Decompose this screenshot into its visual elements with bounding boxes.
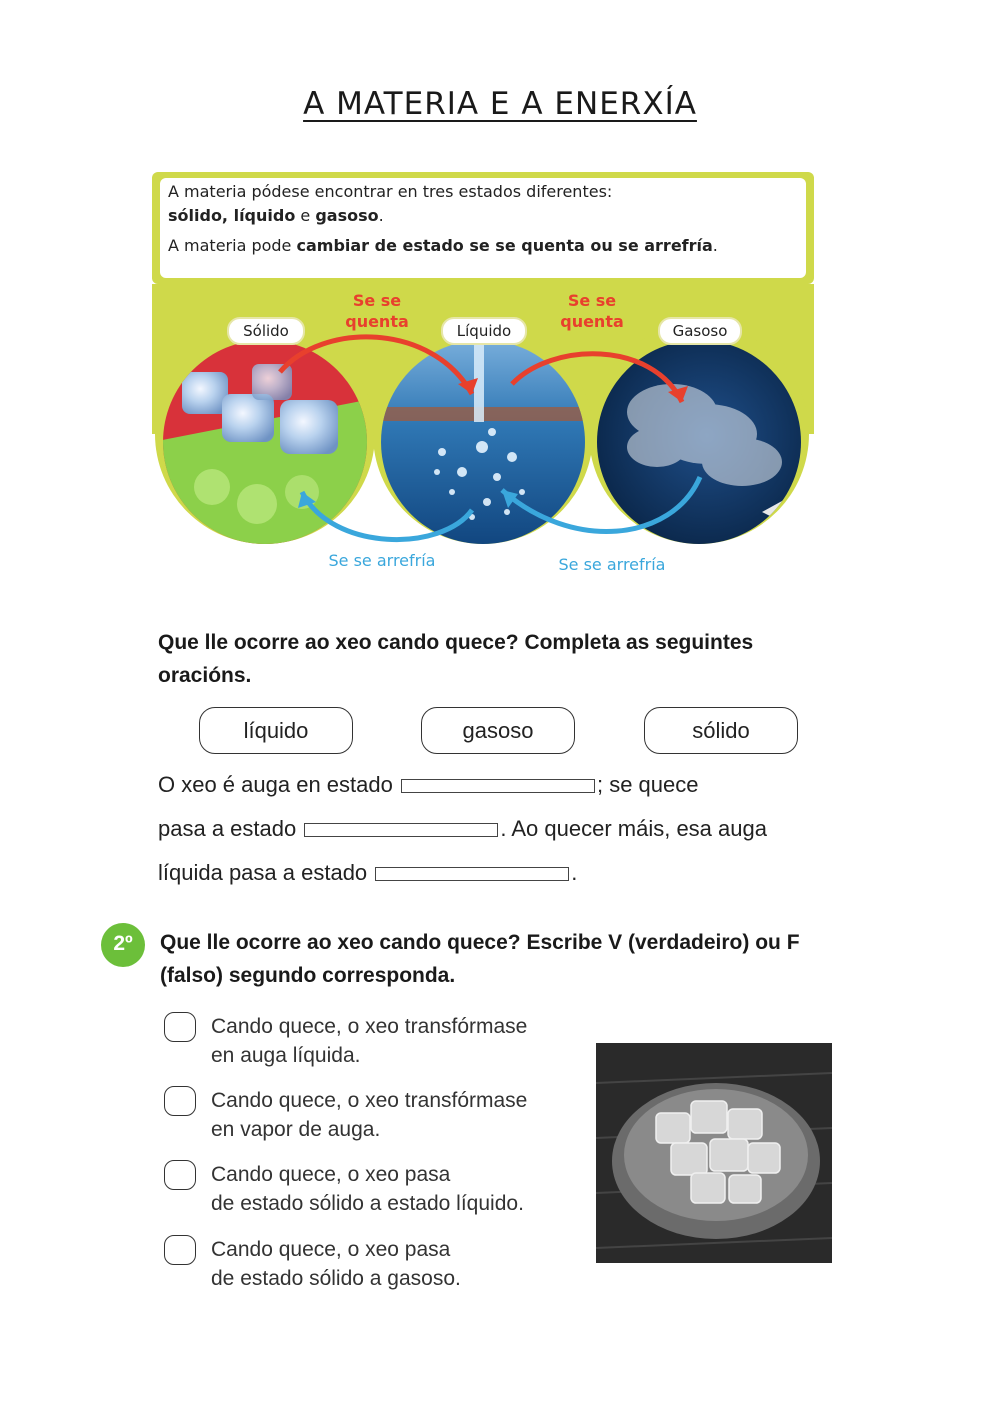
cool-label-2: Se se arrefría [558, 555, 666, 574]
label-solid: Sólido [243, 322, 289, 340]
option-liquid-chip[interactable]: líquido [199, 707, 353, 754]
cool-label-1: Se se arrefría [328, 551, 436, 570]
heat-label-1b: quenta [345, 312, 409, 331]
sentence-2: pasa a estado . Ao quecer máis, esa auga [158, 816, 767, 841]
option-gas-chip[interactable]: gasoso [421, 707, 575, 754]
blank-2-input[interactable] [304, 823, 498, 837]
tf-answer-box[interactable] [164, 1235, 196, 1265]
sentence-3: líquida pasa a estado . [158, 860, 578, 885]
heat-label-2b: quenta [560, 312, 624, 331]
heat-label-2a: Se se [567, 291, 617, 310]
label-gas: Gasoso [672, 322, 728, 340]
question-2-text: Que lle ocorre ao xeo cando quece? Escribe V (verdadeiro) ou F (falso) segundo corresponda. [160, 931, 800, 987]
tf-answer-box[interactable] [164, 1012, 196, 1042]
sentence-1: O xeo é auga en estado ; se quece [158, 772, 699, 797]
ice-bowl-photo [596, 1043, 832, 1263]
option-solid-chip[interactable]: sólido [644, 707, 798, 754]
info-line-3: A materia pode cambiar de estado se se quenta ou se arrefría. [168, 236, 718, 255]
tf-answer-box[interactable] [164, 1086, 196, 1116]
info-line-2: sólido, líquido e gasoso. [168, 206, 384, 225]
question-2-badge: 2º [101, 923, 145, 967]
page-title: A MATERIA E A ENERXÍA [303, 86, 697, 122]
label-liquid: Líquido [456, 322, 512, 340]
heat-label-1a: Se se [352, 291, 402, 310]
blank-3-input[interactable] [375, 867, 569, 881]
question-1-text: Que lle ocorre ao xeo cando quece? Completa as seguintes oracións. [158, 631, 754, 687]
states-of-matter-panel [152, 172, 814, 582]
tf-answer-box[interactable] [164, 1160, 196, 1190]
info-line-1: A materia pódese encontrar en tres estados diferentes: [168, 182, 613, 201]
blank-1-input[interactable] [401, 779, 595, 793]
info-text [168, 180, 798, 258]
